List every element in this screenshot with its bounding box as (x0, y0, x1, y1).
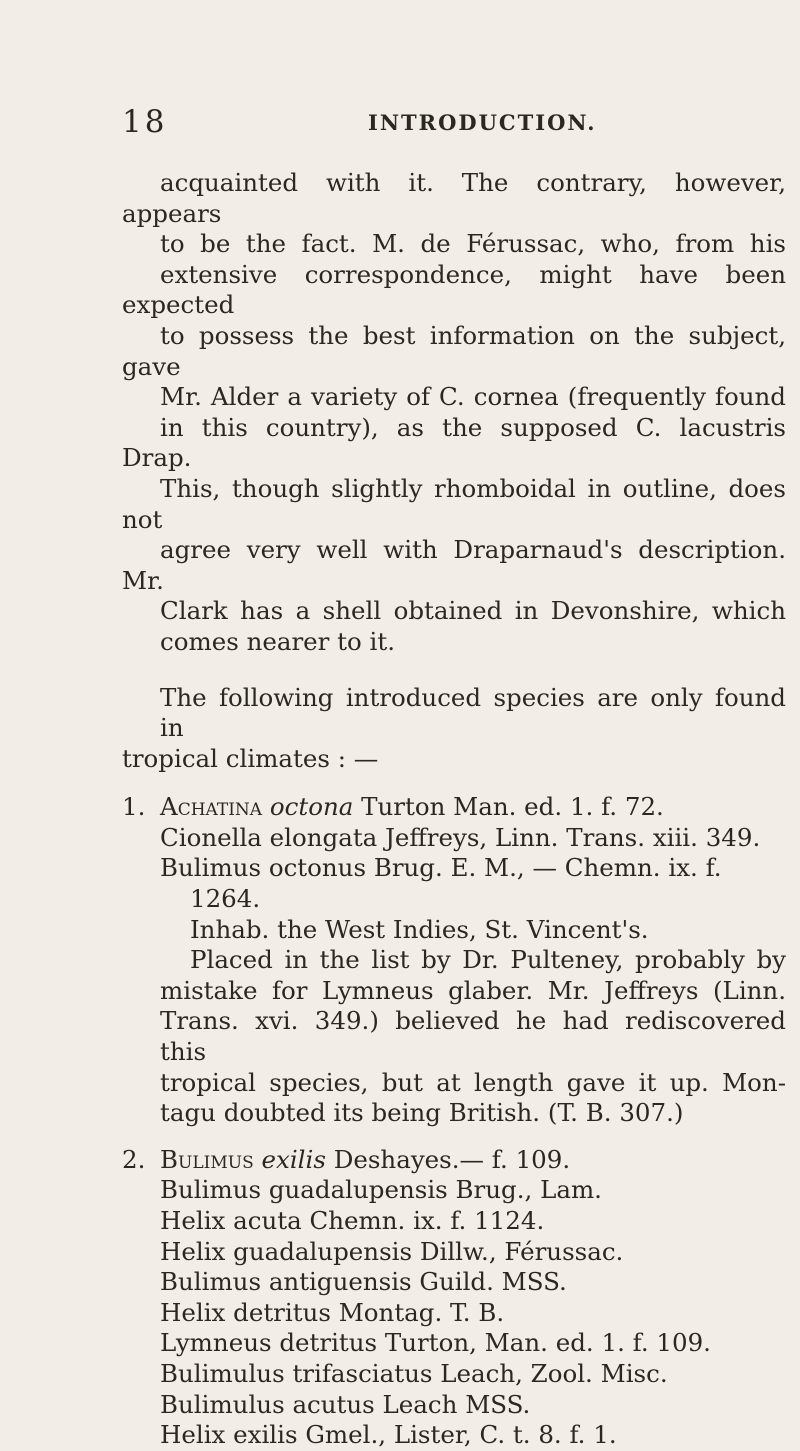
synonym-line: Bulimus octonus Brug. E. M., — Chemn. ix. f. (160, 853, 722, 883)
text-line: tagu doubted its being British. (T. B. 307.) (160, 1098, 684, 1128)
entry-number: 2. (122, 1144, 146, 1174)
text-line: agree very well with Draparnaud's description. Mr. (122, 535, 786, 595)
text-line: comes nearer to it. (160, 626, 396, 656)
text-line: in this country), as the supposed C. lacustris Drap. (122, 412, 786, 473)
habitat-line: Inhab. the West Indies, St. Vincent's. (190, 914, 649, 944)
synonym-line: Helix detritus Montag. T. B. (160, 1297, 505, 1327)
species-entry-1 (122, 792, 786, 1129)
text-line: Clark has a shell obtained in Devonshire, which (160, 596, 786, 626)
page-body (122, 168, 786, 1451)
synonym-line: Helix exilis Gmel., Lister, C. t. 8. f. 1. (160, 1420, 617, 1450)
text-line: tropical species, but at length gave it up. Mon- (160, 1067, 786, 1097)
running-head: INTRODUCTION. (368, 110, 597, 135)
synonym-line: 1264. (190, 884, 261, 914)
synonym-line: Bulimus guadalupensis Brug., Lam. (160, 1175, 602, 1205)
text-line: extensive correspondence, might have been expected (122, 259, 786, 320)
text-line: Mr. Alder a variety of C. cornea (frequently found (160, 382, 786, 412)
text-line: Trans. xvi. 349.) believed he had rediscovered this (160, 1006, 786, 1067)
paragraph-1 (122, 168, 786, 658)
synonym-line: Helix acuta Chemn. ix. f. 1124. (160, 1206, 545, 1235)
entry-number: 1. (122, 792, 146, 822)
page-number: 18 (122, 104, 168, 140)
text-line: The following introduced species are only found in (160, 682, 786, 743)
text-line: acquainted with it. The contrary, however, appears (122, 168, 786, 228)
page-header (122, 104, 782, 144)
entry-note (160, 945, 786, 1129)
text-line: to possess the best information on the subject, gave (122, 320, 786, 381)
text-line: Placed in the list by Dr. Pulteney, probably by (190, 945, 786, 975)
synonym-line: Cionella elongata Jeffreys, Linn. Trans. xiii. 349. (160, 822, 761, 852)
entry-heading: Bulimus exilis Deshayes.— f. 109. (160, 1144, 571, 1174)
paragraph-2 (122, 683, 786, 775)
text-line: to be the fact. M. de Férussac, who, from his (160, 229, 786, 259)
entry-heading: Achatina octona Turton Man. ed. 1. f. 72. (160, 792, 664, 822)
synonym-line: Bulimulus trifasciatus Leach, Zool. Misc. (160, 1358, 668, 1388)
synonym-line: Helix guadalupensis Dillw., Férussac. (160, 1236, 624, 1266)
text-line: mistake for Lymneus glaber. Mr. Jeffreys (Linn. (160, 975, 786, 1005)
text-line: This, though slightly rhomboidal in outline, does not (122, 473, 786, 534)
text-line: tropical climates : — (122, 743, 379, 773)
synonym-line: Lymneus detritus Turton, Man. ed. 1. f. 109. (160, 1328, 711, 1358)
synonym-line: Bulimulus acutus Leach MSS. (160, 1389, 531, 1419)
species-entry-2 (122, 1145, 786, 1451)
synonym-line: Bulimus antiguensis Guild. MSS. (160, 1267, 567, 1297)
